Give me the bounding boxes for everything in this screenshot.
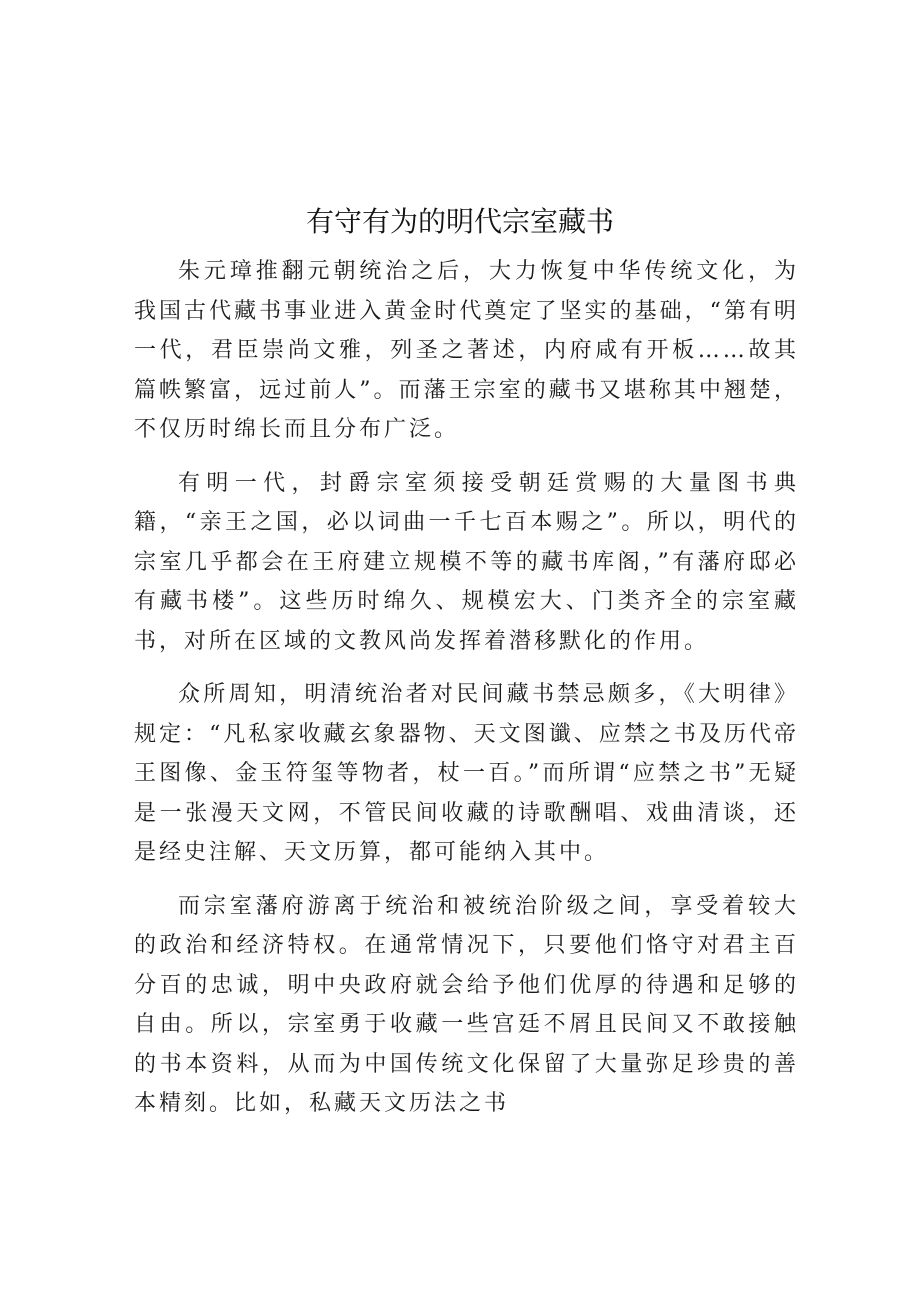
document-title: 有守有为的明代宗室藏书 [305, 205, 614, 238]
document-body [134, 252, 799, 1138]
paragraph-3: 众所周知，明清统治者对民间藏书禁忌颇多，《大明律》规定：“凡私家收藏玄象器物、天文图谶、应禁之书及历代帝王图像、金玉符玺等物者，杖一百。”而所谓“应禁之书”无疑是一张漫天文网，不管民间收藏的诗歌酬唱、戏曲清谈，还是经史注解、天文历算，都可能纳入其中。 [134, 682, 799, 865]
paragraph-4: 而宗室藩府游离于统治和被统治阶级之间，享受着较大的政治和经济特权。在通常情况下，只要他们恪守对君主百分百的忠诚，明中央政府就会给予他们优厚的待遇和足够的自由。所以，宗室勇于收藏一些宫廷不屑且民间又不敢接触的书本资料，从而为中国传统文化保留了大量弥足珍贵的善本精刻。比如，私藏天文历法之书 [134, 893, 799, 1116]
paragraph-1: 朱元璋推翻元朝统治之后，大力恢复中华传统文化，为我国古代藏书事业进入黄金时代奠定了坚实的基础，“第有明一代，君臣崇尚文雅，列圣之著述，内府咸有开板……故其篇帙繁富，远过前人”。而藩王宗室的藏书又堪称其中翘楚，不仅历时绵长而且分布广泛。 [134, 259, 799, 442]
paragraph-2: 有明一代，封爵宗室须接受朝廷赏赐的大量图书典籍，“亲王之国，必以词曲一千七百本赐之”。所以，明代的宗室几乎都会在王府建立规模不等的藏书库阁，”有藩府邸必有藏书楼”。这些历时绵久、规模宏大、门类齐全的宗室藏书，对所在区域的文教风尚发挥着潜移默化的作用。 [134, 470, 799, 654]
